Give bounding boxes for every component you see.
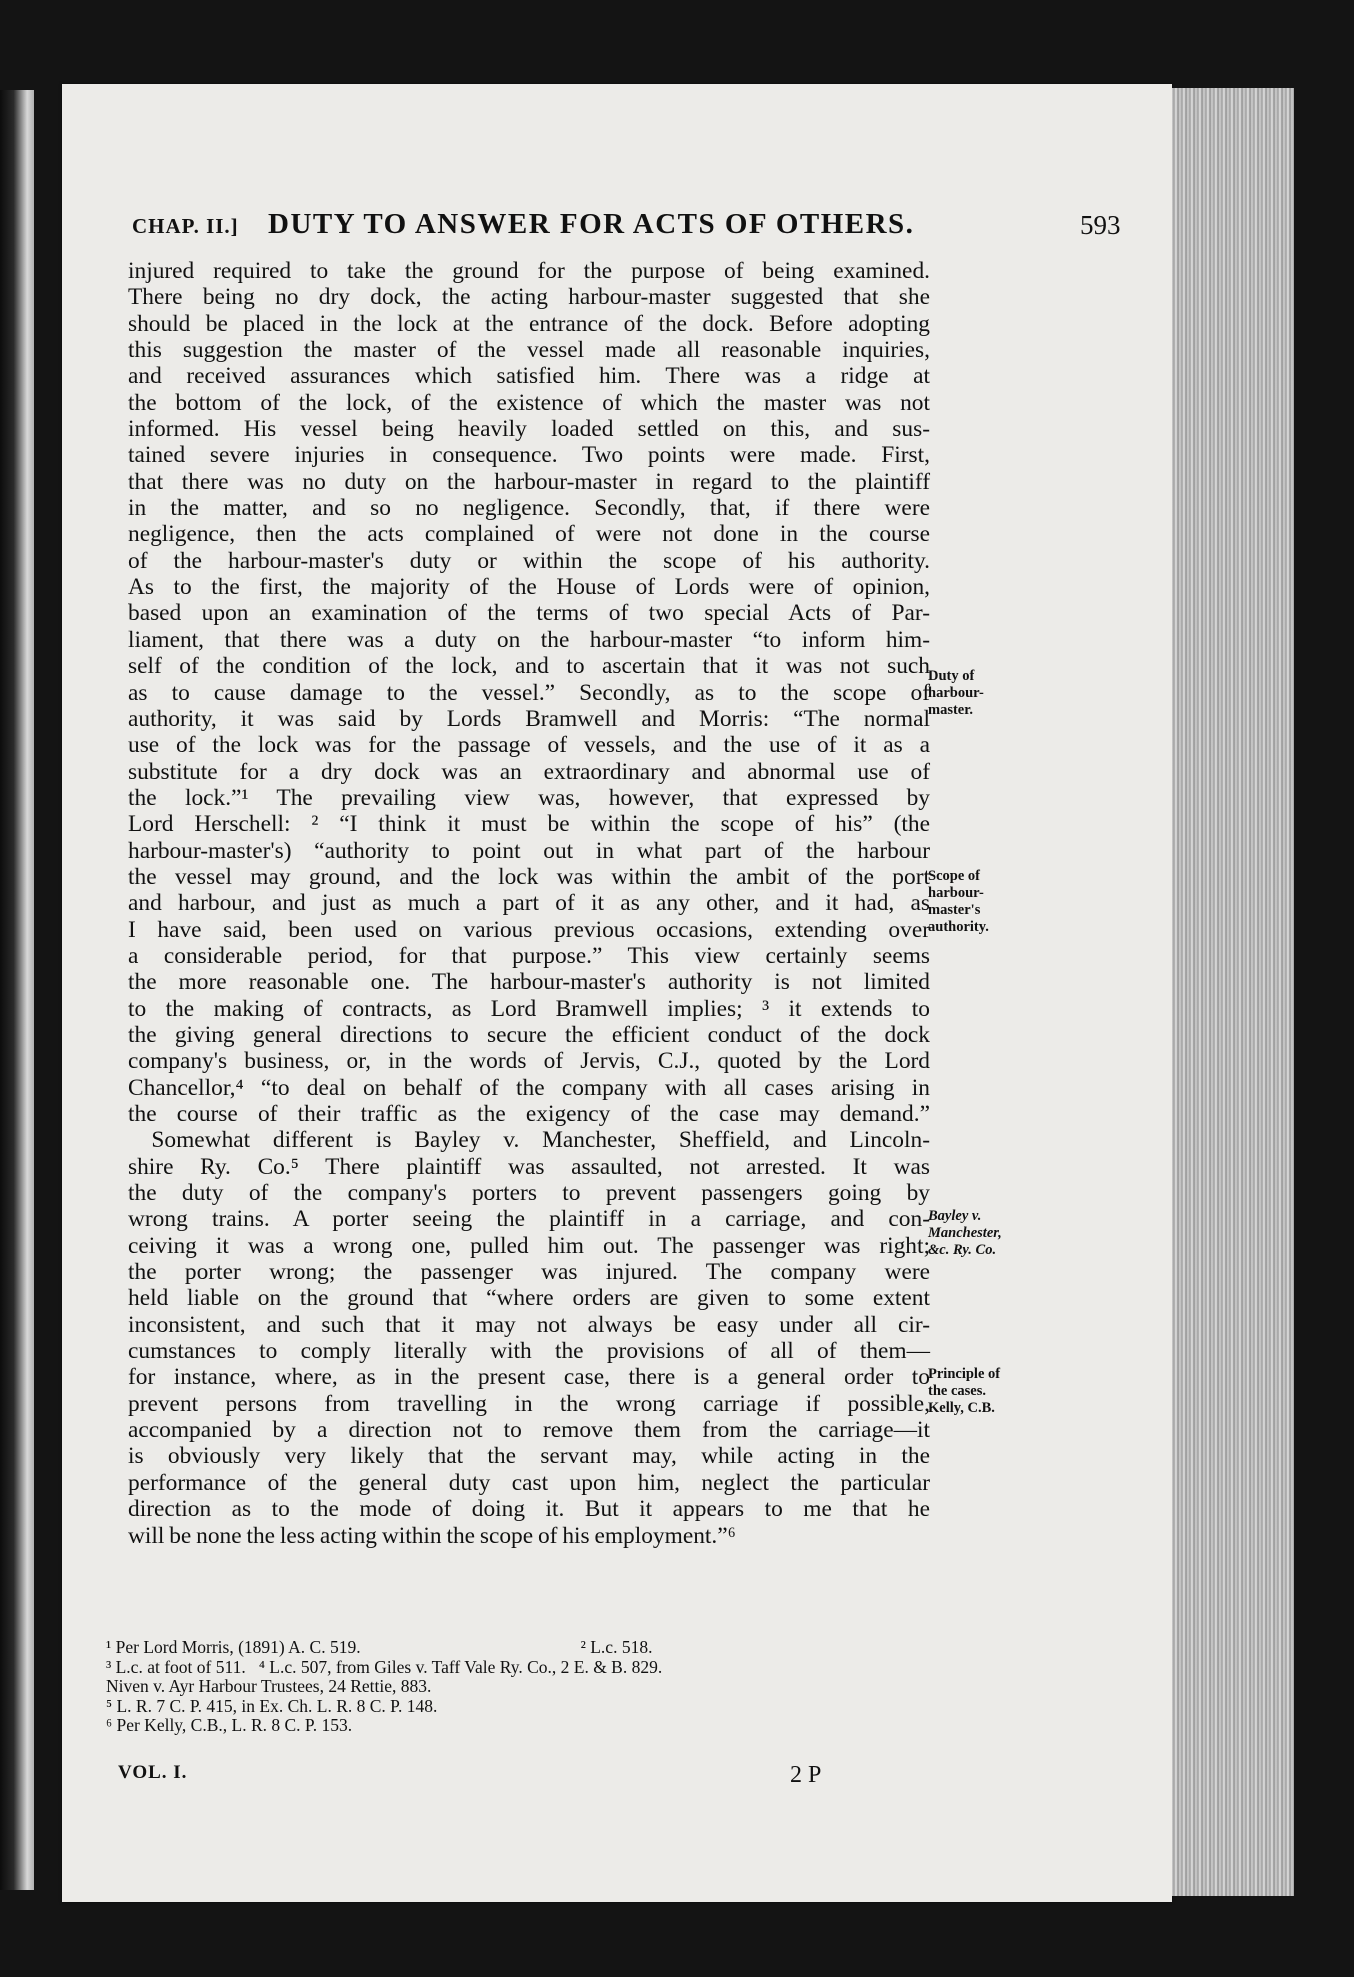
body-line: cumstances to comply literally with the provisions of all of them—	[128, 1338, 930, 1365]
footnote-2: ² L.c. 518.	[580, 1637, 653, 1657]
footnote-row	[106, 1638, 946, 1658]
margin-note-line: the cases.	[928, 1383, 986, 1399]
body-line: negligence, then the acts complained of were not done in the course	[128, 521, 930, 548]
body-line: and received assurances which satisfied him. There was a ridge at	[128, 363, 930, 390]
body-line: should be placed in the lock at the entrance of the dock. Before adopting	[128, 310, 930, 337]
body-line: that there was no duty on the harbour-master in regard to the plaintiff	[128, 468, 930, 495]
body-line: liament, that there was a duty on the harbour-master “to inform him-	[128, 626, 930, 653]
body-line: in the matter, and so no negligence. Secondly, that, if there were	[128, 495, 930, 522]
margin-note-line: Manchester,	[928, 1225, 1002, 1241]
adjacent-page-edge	[0, 90, 34, 1890]
page-number: 593	[1080, 210, 1121, 240]
body-line: Lord Herschell: ² “I think it must be within the scope of his” (the	[128, 811, 930, 838]
body-line: the duty of the company's porters to prevent passengers going by	[128, 1180, 930, 1207]
margin-note-scope	[928, 868, 1048, 936]
body-line: a considerable period, for that purpose.” This view certainly seems	[128, 942, 930, 969]
body-line: accompanied by a direction not to remove them from the carriage—it	[128, 1417, 930, 1444]
body-line: the more reasonable one. The harbour-master's authority is not limited	[128, 969, 930, 996]
body-line: as to cause damage to the vessel.” Secondly, as to the scope of	[128, 679, 930, 706]
body-line: I have said, been used on various previous occasions, extending over	[128, 916, 930, 943]
running-header	[132, 208, 1180, 248]
margin-note-line: master.	[928, 702, 973, 718]
body-line: prevent persons from travelling in the wrong carriage if possible,	[128, 1390, 930, 1417]
body-line: based upon an examination of the terms of two special Acts of Par-	[128, 600, 930, 627]
footnote-1: ¹ Per Lord Morris, (1891) A. C. 519.	[106, 1637, 361, 1657]
footnote-6: ⁶ Per Kelly, C.B., L. R. 8 C. P. 153.	[106, 1715, 353, 1736]
margin-note-line: authority.	[928, 919, 989, 935]
body-line: this suggestion the master of the vessel made all reasonable inquiries,	[128, 337, 930, 364]
margin-note-line: Bayley v.	[928, 1208, 982, 1224]
body-line: Chancellor,⁴ “to deal on behalf of the company with all cases arising in	[128, 1074, 930, 1101]
body-line: shire Ry. Co.⁵ There plaintiff was assaulted, not arrested. It was	[128, 1153, 930, 1180]
footnote-5: ⁵ L. R. 7 C. P. 415, in Ex. Ch. L. R. 8 C. P. 148.	[106, 1695, 438, 1716]
footnote-3: ³ L.c. at foot of 511.	[106, 1656, 246, 1677]
body-line: and harbour, and just as much a part of it as any other, and it had, as	[128, 890, 930, 917]
footnote-4: ⁴ L.c. 507, from Giles v. Taff Vale Ry. Co., 2 E. & B. 829.	[258, 1656, 663, 1677]
body-line: use of the lock was for the passage of vessels, and the use of it as a	[128, 732, 930, 759]
body-line: inconsistent, and such that it may not always be easy under all cir-	[128, 1311, 930, 1338]
body-line: authority, it was said by Lords Bramwell and Morris: “The normal	[128, 705, 930, 732]
body-line: the porter wrong; the passenger was injured. The company were	[128, 1259, 930, 1286]
margin-note-line: harbour-	[928, 685, 984, 701]
footnotes	[106, 1638, 946, 1736]
body-line: for instance, where, as in the present case, there is a general order to	[128, 1364, 930, 1391]
body-line: Somewhat different is Bayley v. Manchester, Sheffield, and Lincoln-	[128, 1127, 930, 1154]
body-line: tained severe injuries in consequence. Two points were made. First,	[128, 442, 930, 469]
body-line: the bottom of the lock, of the existence of which the master was not	[128, 389, 930, 416]
margin-note-line: Kelly, C.B.	[928, 1400, 995, 1416]
running-title: DUTY TO ANSWER FOR ACTS OF OTHERS.	[268, 208, 915, 240]
body-line: harbour-master's) “authority to point out in what part of the harbour	[128, 837, 930, 864]
margin-note-line: Scope of	[928, 868, 980, 884]
body-line: the course of their traffic as the exigency of the case may demand.”	[128, 1101, 930, 1127]
body-line: held liable on the ground that “where orders are given to some extent	[128, 1285, 930, 1312]
signature-mark: 2 P	[790, 1762, 822, 1788]
body-line: the giving general directions to secure the efficient conduct of the dock	[128, 1021, 930, 1048]
body-line: will be none the less acting within the scope of his employment.”⁶	[128, 1522, 736, 1549]
volume-label: VOL. I.	[118, 1762, 188, 1783]
body-line: company's business, or, in the words of Jervis, C.J., quoted by the Lord	[128, 1048, 930, 1075]
body-line: informed. His vessel being heavily loaded settled on this, and sus-	[128, 416, 930, 443]
page-stack-edges	[1172, 88, 1294, 1896]
margin-note-line: master's	[928, 902, 981, 918]
body-line: to the making of contracts, as Lord Bramwell implies; ³ it extends to	[128, 995, 930, 1022]
margin-note-line: harbour-	[928, 885, 984, 901]
body-line: injured required to take the ground for the purpose of being examined.	[128, 258, 930, 284]
footnote-row	[106, 1658, 946, 1678]
body-line: substitute for a dry dock was an extraordinary and abnormal use of	[128, 758, 930, 785]
body-line: of the harbour-master's duty or within the scope of his authority.	[128, 547, 930, 574]
body-line: wrong trains. A porter seeing the plaintiff in a carriage, and con-	[128, 1206, 930, 1233]
body-line: There being no dry dock, the acting harbour-master suggested that she	[128, 284, 930, 311]
chapter-label: CHAP. II.]	[132, 214, 239, 238]
margin-note-line: Duty of	[928, 668, 975, 684]
margin-note-bayley	[928, 1208, 1048, 1259]
footnote-4-continued: Niven v. Ayr Harbour Trustees, 24 Rettie, 883.	[106, 1676, 432, 1697]
body-line: self of the condition of the lock, and to ascertain that it was not such	[128, 653, 930, 680]
margin-note-line: &c. Ry. Co.	[928, 1242, 997, 1258]
body-line: ceiving it was a wrong one, pulled him out. The passenger was right;	[128, 1232, 930, 1259]
body-line: performance of the general duty cast upon him, neglect the particular	[128, 1469, 930, 1496]
margin-note-duty	[928, 668, 1048, 719]
body-line: direction as to the mode of doing it. But it appears to me that he	[128, 1496, 930, 1523]
body-line: is obviously very likely that the servant may, while acting in the	[128, 1443, 930, 1470]
body-line: the vessel may ground, and the lock was within the ambit of the port	[128, 863, 930, 890]
body-line: the lock.”¹ The prevailing view was, however, that expressed by	[128, 784, 930, 811]
margin-note-line: Principle of	[928, 1366, 1001, 1382]
margin-note-principle	[928, 1366, 1048, 1417]
body-line: As to the first, the majority of the House of Lords were of opinion,	[128, 574, 930, 601]
body-text	[128, 258, 930, 1549]
